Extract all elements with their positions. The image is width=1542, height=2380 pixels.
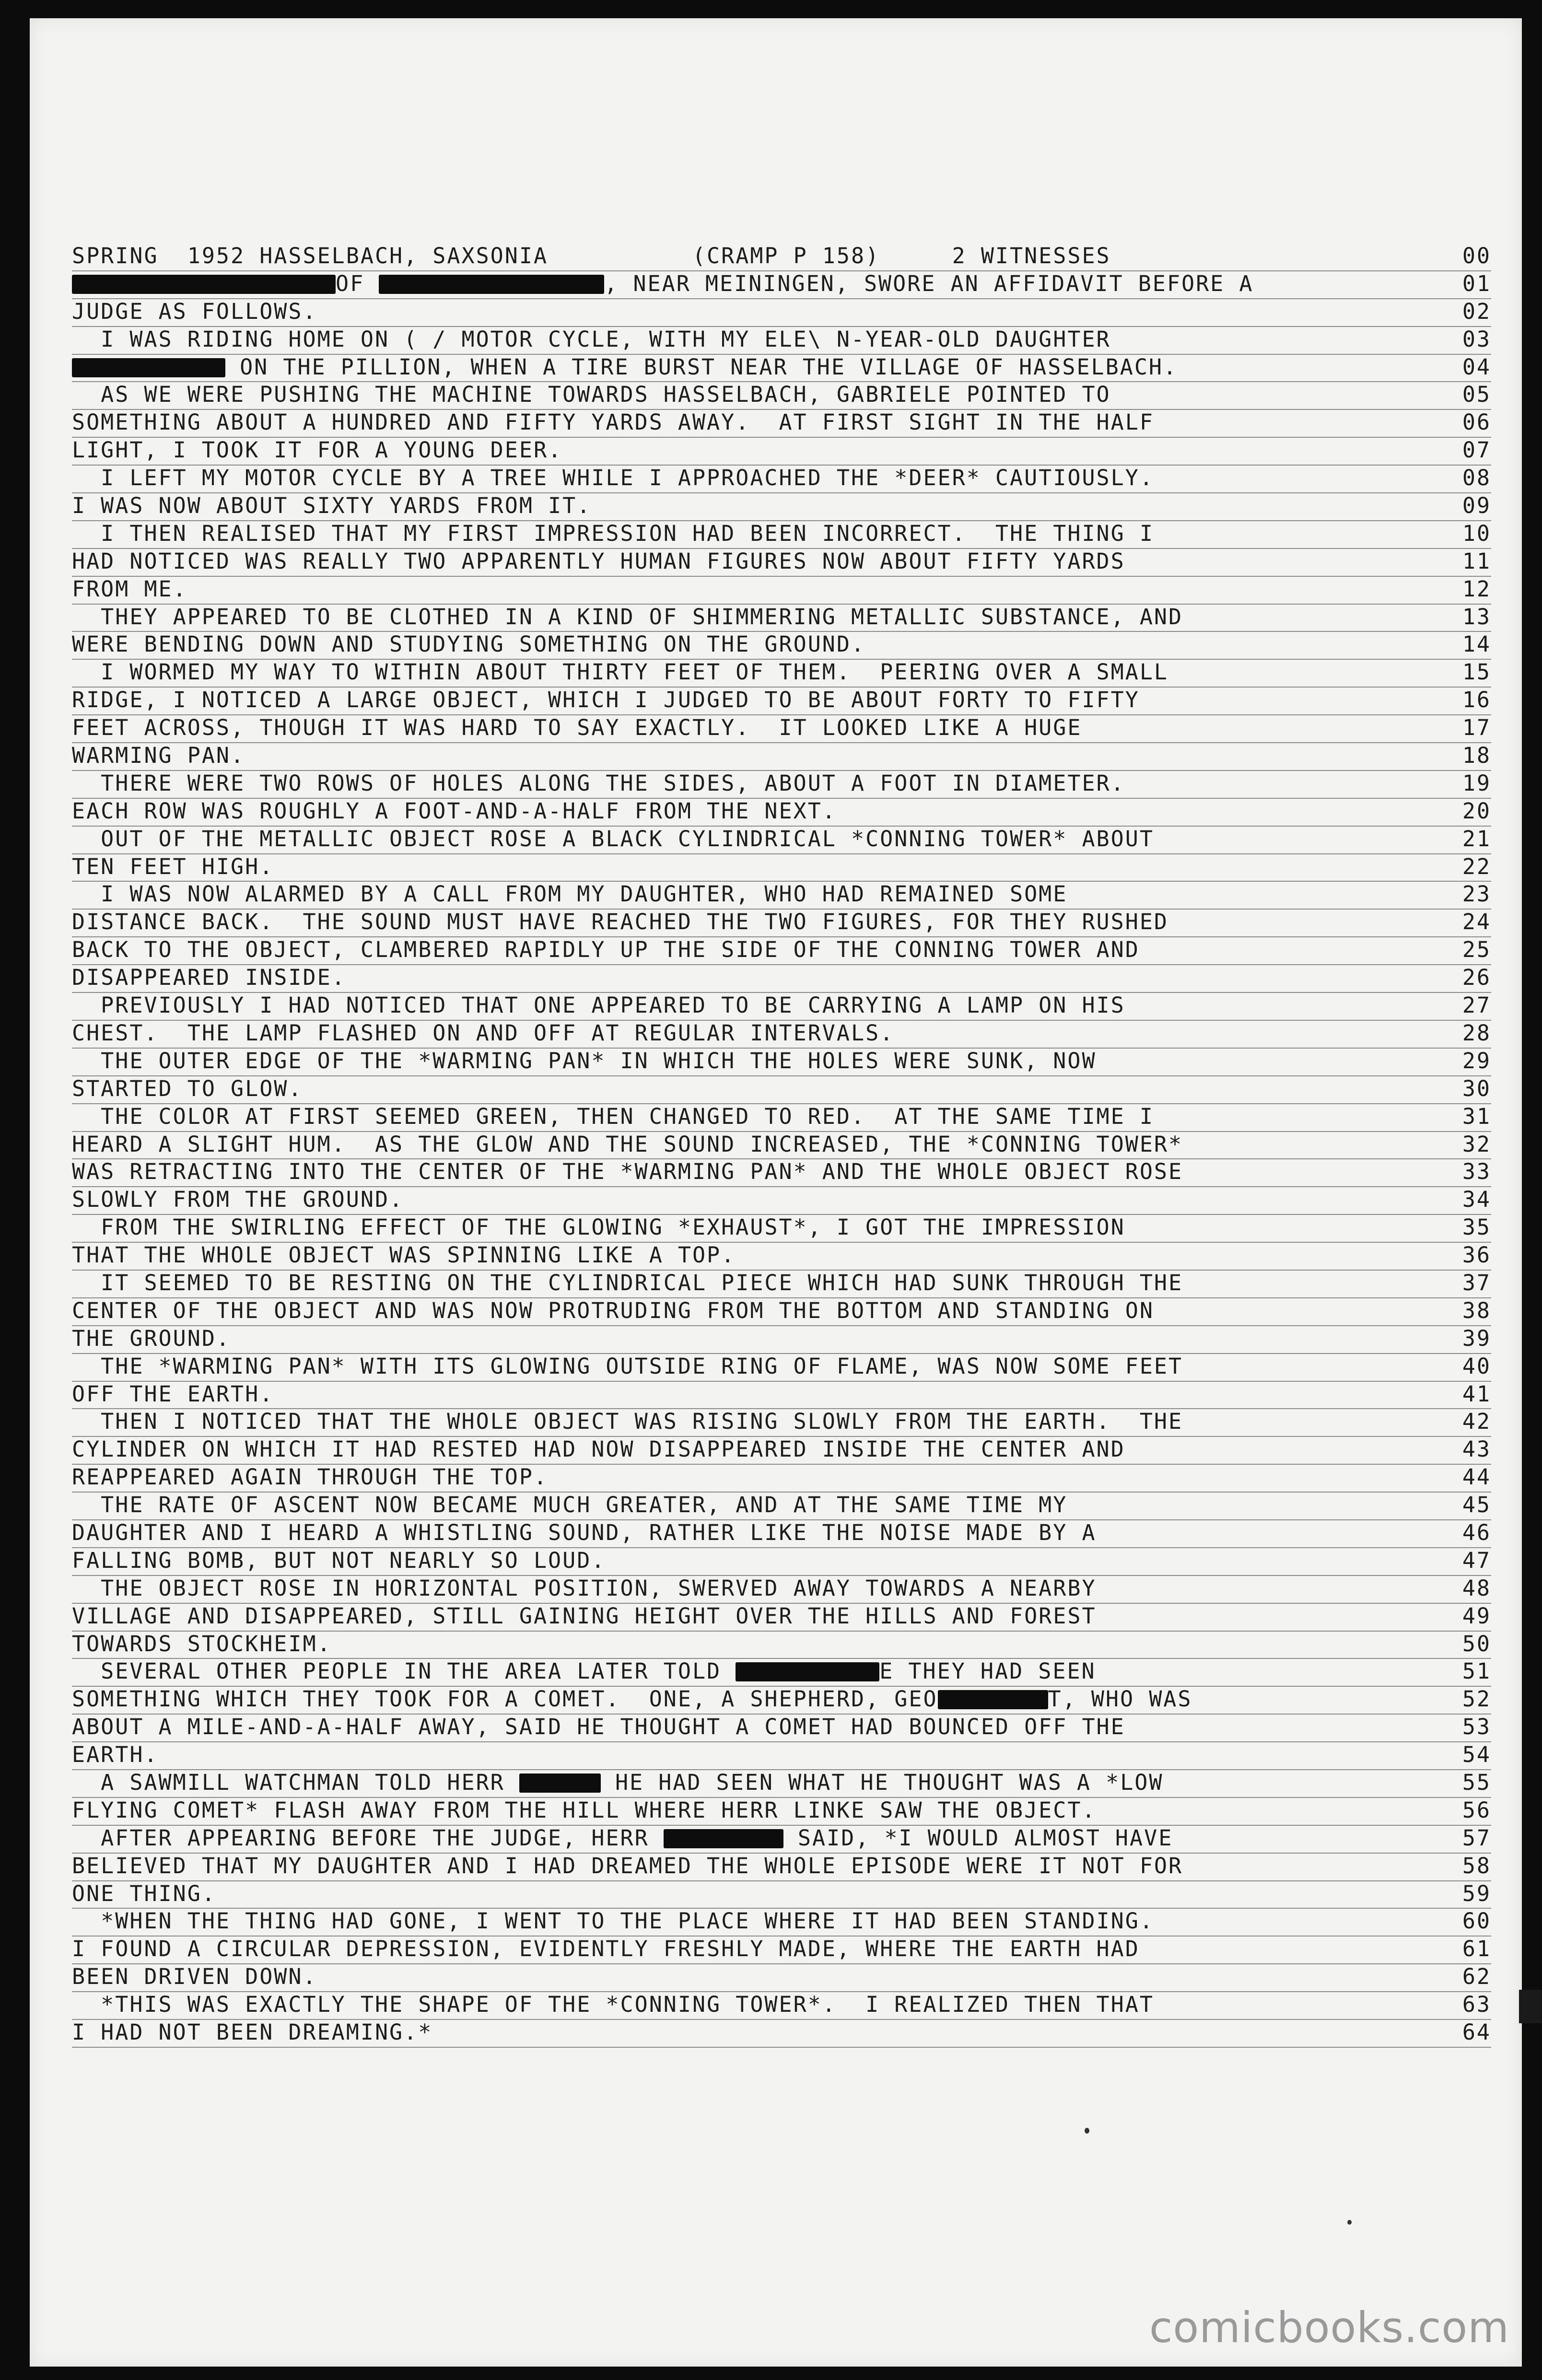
document-line bbox=[72, 993, 1491, 1021]
line-text-segment: OFF THE EARTH. bbox=[72, 1381, 274, 1407]
document-line bbox=[72, 854, 1491, 882]
line-text bbox=[72, 1881, 216, 1906]
document-line bbox=[72, 1715, 1491, 1742]
line-text-segment: BACK TO THE OBJECT, CLAMBERED RAPIDLY UP THE SIDE OF THE CONNING TOWER AND bbox=[72, 937, 1140, 963]
document-line bbox=[72, 1632, 1491, 1659]
redaction-bar bbox=[736, 1662, 879, 1681]
line-number: 09 bbox=[1462, 493, 1491, 519]
line-text-segment: CYLINDER ON WHICH IT HAD RESTED HAD NOW DISAPPEARED INSIDE THE CENTER AND bbox=[72, 1436, 1125, 1462]
line-text bbox=[72, 605, 1183, 630]
line-text-segment: LIGHT, I TOOK IT FOR A YOUNG DEER. bbox=[72, 437, 563, 463]
line-text-segment: REAPPEARED AGAIN THROUGH THE TOP. bbox=[72, 1464, 549, 1490]
document-line bbox=[72, 271, 1491, 299]
line-number: 04 bbox=[1462, 354, 1491, 380]
line-text bbox=[72, 1437, 1125, 1462]
line-text-segment: RIDGE, I NOTICED A LARGE OBJECT, WHICH I JUDGED TO BE ABOUT FORTY TO FIFTY bbox=[72, 687, 1140, 713]
line-text-segment: PREVIOUSLY I HAD NOTICED THAT ONE APPEARED TO BE CARRYING A LAMP ON HIS bbox=[72, 992, 1125, 1018]
line-number: 38 bbox=[1462, 1297, 1491, 1323]
line-number: 37 bbox=[1462, 1270, 1491, 1295]
line-text-segment: FEET ACROSS, THOUGH IT WAS HARD TO SAY EXACTLY. IT LOOKED LIKE A HUGE bbox=[72, 715, 1082, 741]
line-number: 12 bbox=[1462, 576, 1491, 602]
line-text bbox=[72, 1159, 1183, 1184]
line-text-segment: VILLAGE AND DISAPPEARED, STILL GAINING HEIGHT OVER THE HILLS AND FOREST bbox=[72, 1603, 1097, 1629]
line-number: 55 bbox=[1462, 1769, 1491, 1795]
line-number: 11 bbox=[1462, 548, 1491, 574]
line-text-segment: OF bbox=[336, 270, 379, 296]
line-text-segment: THAT THE WHOLE OBJECT WAS SPINNING LIKE A TOP. bbox=[72, 1242, 736, 1268]
line-text-segment: I THEN REALISED THAT MY FIRST IMPRESSION HAD BEEN INCORRECT. THE THING I bbox=[72, 520, 1154, 546]
line-text-segment: THE OBJECT ROSE IN HORIZONTAL POSITION, SWERVED AWAY TOWARDS A NEARBY bbox=[72, 1575, 1097, 1601]
document-line bbox=[72, 910, 1491, 937]
line-number: 30 bbox=[1462, 1075, 1491, 1101]
document-line bbox=[72, 1409, 1491, 1437]
line-number: 33 bbox=[1462, 1159, 1491, 1185]
line-text bbox=[72, 382, 1111, 407]
line-text-segment: *WHEN THE THING HAD GONE, I WENT TO THE PLACE WHERE IT HAD BEEN STANDING. bbox=[72, 1908, 1154, 1934]
line-number: 10 bbox=[1462, 520, 1491, 546]
line-number: 27 bbox=[1462, 992, 1491, 1018]
line-text-segment: JUDGE AS FOLLOWS. bbox=[72, 298, 317, 324]
line-text-segment: EACH ROW WAS ROUGHLY A FOOT-AND-A-HALF FROM THE NEXT. bbox=[72, 798, 837, 824]
line-number: 13 bbox=[1462, 604, 1491, 630]
line-number: 16 bbox=[1462, 687, 1491, 713]
line-text-segment: HEARD A SLIGHT HUM. AS THE GLOW AND THE SOUND INCREASED, THE *CONNING TOWER* bbox=[72, 1131, 1183, 1157]
line-text bbox=[72, 1104, 1154, 1129]
line-text bbox=[72, 493, 591, 518]
document-line bbox=[72, 466, 1491, 493]
line-number: 39 bbox=[1462, 1325, 1491, 1351]
line-text-segment: I HAD NOT BEEN DREAMING.* bbox=[72, 2019, 433, 2045]
line-number: 62 bbox=[1462, 1964, 1491, 1990]
line-text bbox=[72, 1604, 1097, 1629]
line-text bbox=[72, 1770, 1163, 1795]
line-text-segment: WAS RETRACTING INTO THE CENTER OF THE *WARMING PAN* AND THE WHOLE OBJECT ROSE bbox=[72, 1159, 1183, 1185]
document-line bbox=[72, 1937, 1491, 1964]
line-text bbox=[72, 1271, 1183, 1295]
line-number: 41 bbox=[1462, 1381, 1491, 1407]
line-text bbox=[72, 1409, 1183, 1434]
line-text bbox=[72, 1354, 1183, 1379]
line-number: 43 bbox=[1462, 1436, 1491, 1462]
line-text-segment: , NEAR MEININGEN, SWORE AN AFFIDAVIT BEFORE A bbox=[604, 270, 1254, 296]
line-text bbox=[72, 577, 187, 602]
line-text bbox=[72, 1632, 332, 1657]
line-text-segment: WARMING PAN. bbox=[72, 743, 245, 769]
line-number: 32 bbox=[1462, 1131, 1491, 1157]
document-line bbox=[72, 382, 1491, 410]
line-text bbox=[72, 688, 1140, 712]
document-line bbox=[72, 688, 1491, 715]
document-page bbox=[30, 18, 1522, 2367]
paper-speck bbox=[1347, 2220, 1352, 2225]
line-text-segment: TOWARDS STOCKHEIM. bbox=[72, 1631, 332, 1657]
line-number: 02 bbox=[1462, 298, 1491, 324]
line-number: 63 bbox=[1462, 1992, 1491, 2018]
document-line bbox=[72, 1909, 1491, 1937]
document-line bbox=[72, 1354, 1491, 1382]
document-line bbox=[72, 965, 1491, 993]
line-text bbox=[72, 1520, 1097, 1545]
redaction-bar bbox=[379, 275, 604, 294]
line-text bbox=[72, 244, 1111, 268]
line-text bbox=[72, 827, 1154, 852]
line-text bbox=[72, 1049, 1097, 1073]
document-line bbox=[72, 799, 1491, 827]
document-line bbox=[72, 1298, 1491, 1326]
line-text bbox=[72, 715, 1082, 740]
document-line bbox=[72, 1659, 1491, 1687]
line-text-segment: THERE WERE TWO ROWS OF HOLES ALONG THE SIDES, ABOUT A FOOT IN DIAMETER. bbox=[72, 770, 1125, 796]
line-text bbox=[72, 1687, 1192, 1712]
document-line bbox=[72, 493, 1491, 521]
line-number: 17 bbox=[1462, 715, 1491, 741]
line-number: 46 bbox=[1462, 1519, 1491, 1545]
line-text-segment: SOMETHING ABOUT A HUNDRED AND FIFTY YARDS AWAY. AT FIRST SIGHT IN THE HALF bbox=[72, 409, 1154, 435]
line-number: 51 bbox=[1462, 1658, 1491, 1684]
document-line bbox=[72, 1520, 1491, 1548]
line-text bbox=[72, 1465, 548, 1490]
line-text bbox=[72, 1298, 1154, 1323]
line-text-segment: SPRING 1952 HASSELBACH, SAXSONIA (CRAMP P 158) 2 WITNESSES bbox=[72, 243, 1111, 268]
document-line bbox=[72, 1493, 1491, 1520]
line-text-segment: EARTH. bbox=[72, 1742, 159, 1768]
line-text-segment: SAID, *I WOULD ALMOST HAVE bbox=[783, 1825, 1173, 1851]
document-line bbox=[72, 1076, 1491, 1104]
document-line bbox=[72, 632, 1491, 660]
line-number: 23 bbox=[1462, 881, 1491, 907]
line-text bbox=[72, 993, 1125, 1018]
line-text-segment: I WAS RIDING HOME ON ( / MOTOR CYCLE, WITH MY ELE\ N-YEAR-OLD DAUGHTER bbox=[72, 326, 1111, 352]
line-text bbox=[72, 1187, 404, 1212]
line-text-segment: AFTER APPEARING BEFORE THE JUDGE, HERR bbox=[72, 1825, 664, 1851]
line-number: 03 bbox=[1462, 326, 1491, 352]
document-line bbox=[72, 1243, 1491, 1271]
document-line bbox=[72, 827, 1491, 854]
line-number: 24 bbox=[1462, 909, 1491, 935]
line-number: 40 bbox=[1462, 1353, 1491, 1379]
line-number: 05 bbox=[1462, 382, 1491, 408]
line-text bbox=[72, 1992, 1154, 2017]
line-number: 56 bbox=[1462, 1797, 1491, 1823]
document-line bbox=[72, 1437, 1491, 1465]
document-line bbox=[72, 1326, 1491, 1354]
line-text bbox=[72, 1021, 894, 1046]
paper-speck bbox=[1085, 2128, 1089, 2134]
line-text bbox=[72, 660, 1168, 685]
redaction-bar bbox=[72, 358, 225, 377]
line-number: 44 bbox=[1462, 1464, 1491, 1490]
line-text-segment: I WAS NOW ALARMED BY A CALL FROM MY DAUGHTER, WHO HAD REMAINED SOME bbox=[72, 881, 1068, 907]
line-number: 18 bbox=[1462, 743, 1491, 769]
document-line bbox=[72, 549, 1491, 577]
line-text bbox=[72, 937, 1140, 962]
line-text-segment: OUT OF THE METALLIC OBJECT ROSE A BLACK CYLINDRICAL *CONNING TOWER* ABOUT bbox=[72, 826, 1154, 852]
line-text bbox=[72, 854, 274, 879]
line-text bbox=[72, 2020, 432, 2045]
document-line bbox=[72, 1465, 1491, 1493]
line-number: 07 bbox=[1462, 437, 1491, 463]
line-number: 26 bbox=[1462, 965, 1491, 991]
document-line bbox=[72, 1964, 1491, 1992]
line-text-segment: HE HAD SEEN WHAT HE THOUGHT WAS A *LOW bbox=[600, 1769, 1164, 1795]
line-text bbox=[72, 1326, 231, 1351]
line-number: 31 bbox=[1462, 1103, 1491, 1129]
line-text bbox=[72, 1243, 736, 1268]
line-text-segment: THE GROUND. bbox=[72, 1325, 231, 1351]
line-text bbox=[72, 1798, 1097, 1823]
line-text bbox=[72, 1937, 1140, 1961]
line-text-segment: DISAPPEARED INSIDE. bbox=[72, 965, 346, 991]
line-text bbox=[72, 1076, 303, 1101]
line-number: 14 bbox=[1462, 631, 1491, 657]
line-text-segment: STARTED TO GLOW. bbox=[72, 1075, 303, 1101]
line-text bbox=[72, 1742, 159, 1767]
line-text bbox=[72, 743, 245, 768]
line-text-segment: SLOWLY FROM THE GROUND. bbox=[72, 1187, 404, 1213]
document-line bbox=[72, 1382, 1491, 1410]
line-number: 28 bbox=[1462, 1020, 1491, 1046]
line-text bbox=[72, 549, 1125, 574]
line-number: 20 bbox=[1462, 798, 1491, 824]
document-line bbox=[72, 1576, 1491, 1604]
line-text bbox=[72, 771, 1125, 796]
document-line bbox=[72, 1187, 1491, 1215]
line-text-segment: DAUGHTER AND I HEARD A WHISTLING SOUND, RATHER LIKE THE NOISE MADE BY A bbox=[72, 1519, 1097, 1545]
line-text bbox=[72, 632, 865, 657]
line-number: 08 bbox=[1462, 465, 1491, 491]
line-text-segment: *THIS WAS EXACTLY THE SHAPE OF THE *CONNING TOWER*. I REALIZED THEN THAT bbox=[72, 1992, 1154, 2018]
scan-edge-mark bbox=[1519, 1990, 1542, 2023]
document-line bbox=[72, 2020, 1491, 2048]
document-line bbox=[72, 1271, 1491, 1298]
line-text-segment: TEN FEET HIGH. bbox=[72, 853, 274, 879]
line-text bbox=[72, 1659, 1096, 1684]
document-line bbox=[72, 1215, 1491, 1243]
line-text bbox=[72, 1854, 1183, 1878]
line-text-segment: THE RATE OF ASCENT NOW BECAME MUCH GREATER, AND AT THE SAME TIME MY bbox=[72, 1492, 1068, 1518]
redaction-bar bbox=[664, 1829, 783, 1848]
line-text bbox=[72, 882, 1067, 907]
line-text-segment: THE OUTER EDGE OF THE *WARMING PAN* IN WHICH THE HOLES WERE SUNK, NOW bbox=[72, 1048, 1097, 1073]
line-text-segment: E THEY HAD SEEN bbox=[879, 1658, 1096, 1684]
line-text-segment: A SAWMILL WATCHMAN TOLD HERR bbox=[72, 1769, 519, 1795]
line-text-segment: ONE THING. bbox=[72, 1880, 216, 1906]
line-text bbox=[72, 799, 837, 824]
document-line bbox=[72, 605, 1491, 632]
line-text-segment: FLYING COMET* FLASH AWAY FROM THE HILL WHERE HERR LINKE SAW THE OBJECT. bbox=[72, 1797, 1097, 1823]
line-number: 52 bbox=[1462, 1686, 1491, 1712]
line-text bbox=[72, 1964, 317, 1989]
watermark-text: comicbooks.com bbox=[1149, 2303, 1509, 2352]
document-line bbox=[72, 771, 1491, 799]
line-number: 36 bbox=[1462, 1242, 1491, 1268]
line-text-segment: THE *WARMING PAN* WITH ITS GLOWING OUTSIDE RING OF FLAME, WAS NOW SOME FEET bbox=[72, 1353, 1183, 1379]
line-number: 35 bbox=[1462, 1214, 1491, 1240]
document-line bbox=[72, 577, 1491, 605]
line-number: 54 bbox=[1462, 1742, 1491, 1768]
line-number: 59 bbox=[1462, 1880, 1491, 1906]
line-number: 15 bbox=[1462, 659, 1491, 685]
line-text bbox=[72, 1493, 1067, 1517]
document-line bbox=[72, 1159, 1491, 1187]
line-number: 58 bbox=[1462, 1853, 1491, 1878]
document-line bbox=[72, 1049, 1491, 1076]
line-text-segment: WERE BENDING DOWN AND STUDYING SOMETHING ON THE GROUND. bbox=[72, 631, 866, 657]
line-text-segment: CENTER OF THE OBJECT AND WAS NOW PROTRUDING FROM THE BOTTOM AND STANDING ON bbox=[72, 1297, 1154, 1323]
document-line bbox=[72, 1604, 1491, 1632]
redaction-bar bbox=[519, 1773, 601, 1793]
line-number: 60 bbox=[1462, 1908, 1491, 1934]
document-line bbox=[72, 521, 1491, 549]
line-text bbox=[72, 965, 346, 990]
document-line bbox=[72, 1021, 1491, 1049]
document-line bbox=[72, 743, 1491, 771]
line-text-segment: AS WE WERE PUSHING THE MACHINE TOWARDS HASSELBACH, GABRIELE POINTED TO bbox=[72, 382, 1111, 408]
document-line bbox=[72, 438, 1491, 466]
line-text-segment: BEEN DRIVEN DOWN. bbox=[72, 1964, 317, 1990]
line-number: 64 bbox=[1462, 2019, 1491, 2045]
line-text-segment: I WORMED MY WAY TO WITHIN ABOUT THIRTY FEET OF THEM. PEERING OVER A SMALL bbox=[72, 659, 1169, 685]
line-number: 57 bbox=[1462, 1825, 1491, 1851]
line-text bbox=[72, 910, 1168, 934]
document-line bbox=[72, 1992, 1491, 2020]
document-line bbox=[72, 1742, 1491, 1770]
line-text bbox=[72, 466, 1154, 490]
line-text-segment: T, WHO WAS bbox=[1048, 1686, 1192, 1712]
line-text-segment: ON THE PILLION, WHEN A TIRE BURST NEAR THE VILLAGE OF HASSELBACH. bbox=[225, 354, 1178, 380]
document-line bbox=[72, 1854, 1491, 1881]
line-number: 25 bbox=[1462, 937, 1491, 963]
typed-affidavit-text bbox=[72, 244, 1491, 2048]
line-number: 50 bbox=[1462, 1631, 1491, 1657]
line-text-segment: I LEFT MY MOTOR CYCLE BY A TREE WHILE I APPROACHED THE *DEER* CAUTIOUSLY. bbox=[72, 465, 1154, 491]
line-text-segment: HAD NOTICED WAS REALLY TWO APPARENTLY HUMAN FIGURES NOW ABOUT FIFTY YARDS bbox=[72, 548, 1125, 574]
document-line bbox=[72, 1104, 1491, 1132]
line-text bbox=[72, 1576, 1097, 1601]
document-line bbox=[72, 410, 1491, 438]
line-text bbox=[72, 299, 317, 324]
line-text-segment: I WAS NOW ABOUT SIXTY YARDS FROM IT. bbox=[72, 493, 592, 519]
line-number: 06 bbox=[1462, 409, 1491, 435]
document-line bbox=[72, 1826, 1491, 1854]
line-number: 48 bbox=[1462, 1575, 1491, 1601]
document-line bbox=[72, 299, 1491, 327]
document-line bbox=[72, 1770, 1491, 1798]
document-line bbox=[72, 1687, 1491, 1715]
line-number: 29 bbox=[1462, 1048, 1491, 1073]
line-text bbox=[72, 1909, 1154, 1934]
line-text bbox=[72, 1215, 1125, 1240]
line-text bbox=[72, 271, 1253, 296]
line-text-segment: IT SEEMED TO BE RESTING ON THE CYLINDRICAL PIECE WHICH HAD SUNK THROUGH THE bbox=[72, 1270, 1183, 1295]
line-number: 00 bbox=[1462, 243, 1491, 268]
line-text bbox=[72, 410, 1154, 435]
line-text bbox=[72, 1132, 1183, 1157]
document-line bbox=[72, 1132, 1491, 1160]
document-line bbox=[72, 715, 1491, 743]
document-line bbox=[72, 660, 1491, 688]
line-number: 53 bbox=[1462, 1714, 1491, 1740]
line-text bbox=[72, 521, 1154, 546]
document-line bbox=[72, 1798, 1491, 1826]
line-text-segment: I FOUND A CIRCULAR DEPRESSION, EVIDENTLY FRESHLY MADE, WHERE THE EARTH HAD bbox=[72, 1936, 1140, 1962]
line-number: 01 bbox=[1462, 270, 1491, 296]
line-number: 34 bbox=[1462, 1187, 1491, 1213]
line-text bbox=[72, 1715, 1125, 1739]
line-number: 19 bbox=[1462, 770, 1491, 796]
line-number: 42 bbox=[1462, 1409, 1491, 1435]
line-text-segment: BELIEVED THAT MY DAUGHTER AND I HAD DREAMED THE WHOLE EPISODE WERE IT NOT FOR bbox=[72, 1853, 1183, 1878]
line-text bbox=[72, 1826, 1173, 1851]
line-text-segment: THE COLOR AT FIRST SEEMED GREEN, THEN CHANGED TO RED. AT THE SAME TIME I bbox=[72, 1103, 1154, 1129]
document-line bbox=[72, 937, 1491, 965]
document-line bbox=[72, 882, 1491, 910]
document-line bbox=[72, 1548, 1491, 1576]
line-text-segment: THEY APPEARED TO BE CLOTHED IN A KIND OF SHIMMERING METALLIC SUBSTANCE, AND bbox=[72, 604, 1183, 630]
line-text-segment: FROM THE SWIRLING EFFECT OF THE GLOWING *EXHAUST*, I GOT THE IMPRESSION bbox=[72, 1214, 1125, 1240]
line-number: 45 bbox=[1462, 1492, 1491, 1518]
line-text-segment: CHEST. THE LAMP FLASHED ON AND OFF AT REGULAR INTERVALS. bbox=[72, 1020, 895, 1046]
line-text-segment: SOMETHING WHICH THEY TOOK FOR A COMET. ONE, A SHEPHERD, GEO bbox=[72, 1686, 938, 1712]
line-text-segment: SEVERAL OTHER PEOPLE IN THE AREA LATER TOLD bbox=[72, 1658, 736, 1684]
line-text bbox=[72, 355, 1178, 380]
redaction-bar bbox=[72, 275, 336, 294]
line-text bbox=[72, 1382, 274, 1407]
document-line bbox=[72, 355, 1491, 383]
line-text bbox=[72, 1548, 606, 1573]
line-number: 21 bbox=[1462, 826, 1491, 852]
document-line bbox=[72, 1881, 1491, 1909]
line-text-segment: THEN I NOTICED THAT THE WHOLE OBJECT WAS RISING SLOWLY FROM THE EARTH. THE bbox=[72, 1409, 1183, 1435]
line-number: 61 bbox=[1462, 1936, 1491, 1962]
line-text-segment: FALLING BOMB, BUT NOT NEARLY SO LOUD. bbox=[72, 1547, 606, 1573]
redaction-bar bbox=[938, 1690, 1048, 1709]
line-text bbox=[72, 438, 562, 463]
line-text-segment: DISTANCE BACK. THE SOUND MUST HAVE REACHED THE TWO FIGURES, FOR THEY RUSHED bbox=[72, 909, 1169, 935]
document-line bbox=[72, 244, 1491, 271]
line-number: 49 bbox=[1462, 1603, 1491, 1629]
document-line bbox=[72, 327, 1491, 355]
line-text-segment: FROM ME. bbox=[72, 576, 187, 602]
line-number: 47 bbox=[1462, 1547, 1491, 1573]
line-number: 22 bbox=[1462, 853, 1491, 879]
line-text bbox=[72, 327, 1111, 352]
line-text-segment: ABOUT A MILE-AND-A-HALF AWAY, SAID HE THOUGHT A COMET HAD BOUNCED OFF THE bbox=[72, 1714, 1125, 1740]
